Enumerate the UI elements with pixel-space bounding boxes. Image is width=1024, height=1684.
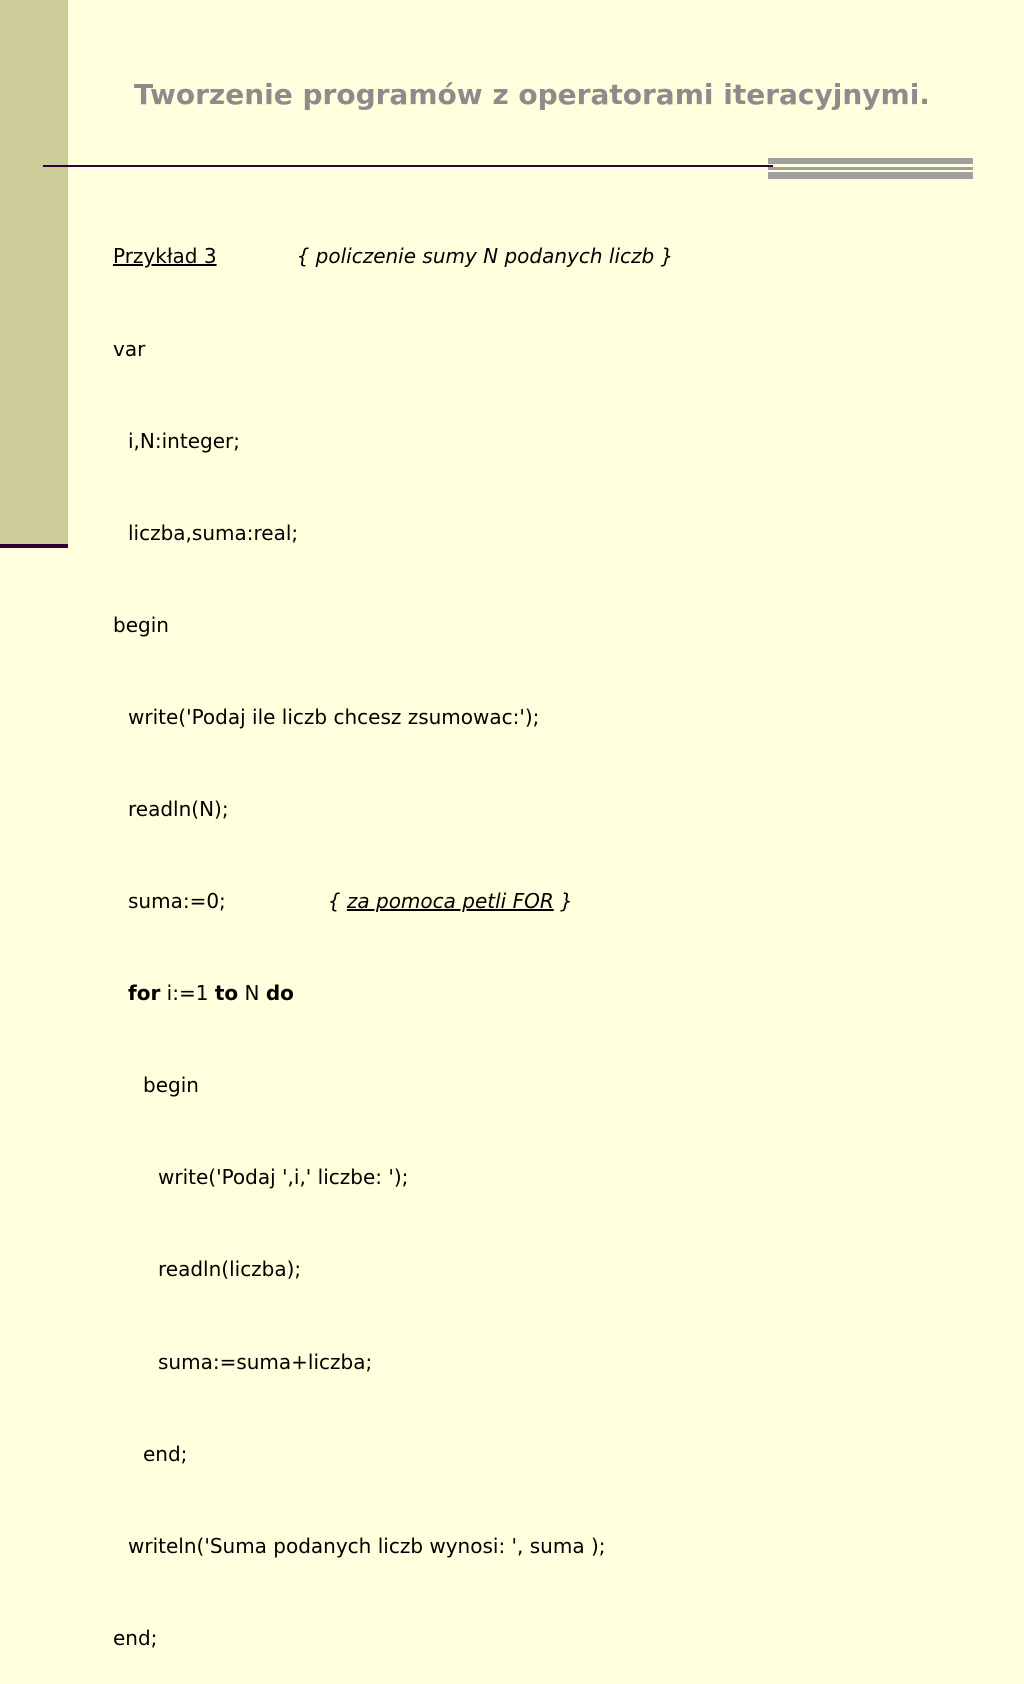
code-line-for [113, 978, 673, 1009]
for-loop-comment: za pomoca petli FOR [346, 889, 554, 914]
keyword-for: for [128, 981, 161, 1006]
code-line: liczba,suma:real; [128, 520, 299, 545]
code-line: write('Podaj ile liczb chcesz zsumowac:'); [128, 704, 540, 729]
code-line: writeln('Suma podanych liczb wynosi: ', suma ); [128, 1533, 606, 1558]
comment-brace-close: } [560, 889, 573, 914]
code-line: begin [143, 1073, 199, 1098]
code-line: write('Podaj ',i,' liczbe: '); [158, 1165, 409, 1190]
keyword-to: to [214, 981, 239, 1006]
code-line: var [113, 336, 146, 361]
left-decor-bar [0, 0, 68, 545]
code-line: readln(N); [128, 796, 229, 821]
code-line: begin [113, 612, 169, 637]
example-comment: { policzenie sumy N podanych liczb } [296, 244, 674, 269]
code-line: end; [113, 1625, 158, 1650]
code-line-suma [113, 886, 673, 917]
code-block [113, 180, 673, 1684]
code-line: readln(liczba); [158, 1257, 302, 1282]
code-line: suma:=suma+liczba; [158, 1349, 373, 1374]
title-underline [43, 165, 773, 167]
example-label: Przykład 3 [113, 244, 217, 269]
for-limit: N [244, 981, 260, 1006]
code-line: i,N:integer; [128, 428, 240, 453]
code-line: end; [143, 1441, 188, 1466]
example-header-line [113, 241, 673, 272]
comment-brace-open: { [327, 889, 341, 914]
code-text: suma:=0; [128, 889, 226, 914]
title-decor-bars [768, 158, 973, 179]
left-decor-rule [0, 544, 68, 548]
keyword-do: do [265, 981, 294, 1006]
slide-title: Tworzenie programów z operatorami iteracyjnymi. [134, 78, 930, 111]
for-init: i:=1 [166, 981, 209, 1006]
